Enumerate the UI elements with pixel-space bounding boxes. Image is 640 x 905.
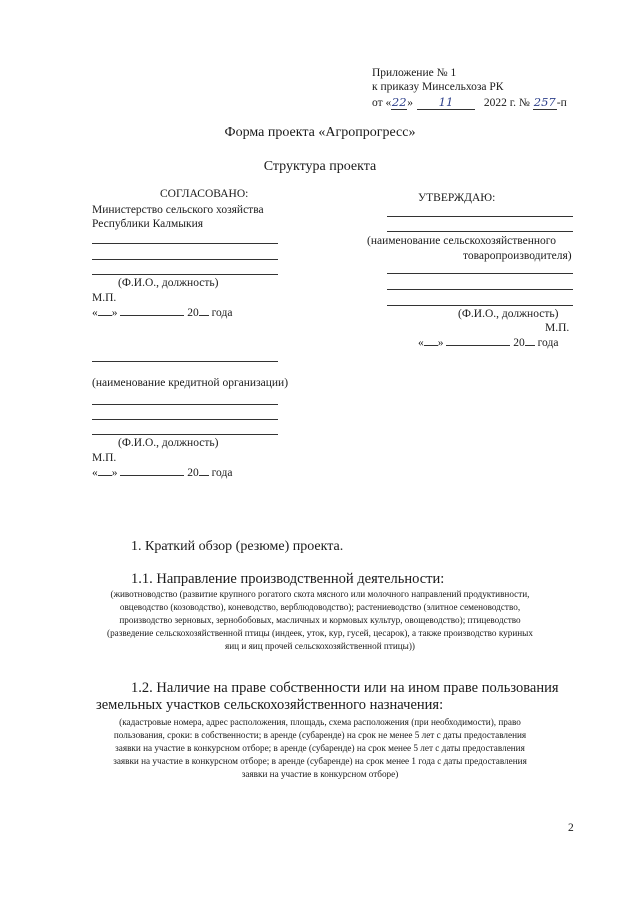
date-line-2 [92, 466, 232, 480]
page-number: 2 [568, 822, 574, 834]
note-line: заявки на участие в конкурсном отборе; в аренде (субаренде) на срок менее 5 лет с даты предоставления [115, 743, 525, 753]
year-suffix: года [211, 307, 233, 319]
blank-year [199, 475, 209, 476]
signature-line [387, 305, 573, 306]
section-1-1-note [60, 588, 580, 653]
signature-line [92, 434, 278, 435]
stamp-label-2: М.П. [92, 452, 117, 464]
quote-open: « [92, 307, 98, 319]
order-year: 2022 г. № [483, 97, 530, 109]
stamp-label: М.П. [92, 292, 117, 304]
blank-year [525, 345, 535, 346]
producer-caption-line1: (наименование сельскохозяйственного [367, 235, 556, 247]
ministry-name-line1: Министерство сельского хозяйства [92, 204, 264, 216]
blank-day [424, 345, 438, 346]
credit-org-caption: (наименование кредитной организации) [92, 377, 289, 389]
quote-close: » [437, 337, 444, 349]
quote-close: » [111, 467, 118, 479]
note-line: (кадастровые номера, адрес расположения, площадь, схема расположения (при необходимости), право [119, 717, 521, 727]
approve-heading: УТВЕРЖДАЮ: [418, 192, 496, 204]
note-line: заявки на участие в конкурсном отборе; в аренде (субаренде) на срок менее 1 года с даты предоставления [113, 756, 527, 766]
year-prefix: 20 [187, 467, 199, 479]
blank-month [120, 315, 184, 316]
form-title: Форма проекта «Агропрогресс» [224, 125, 416, 140]
section-1-2-heading-line2: земельных участков сельскохозяйственного назначения: [96, 697, 444, 713]
signature-line [387, 231, 573, 232]
signature-line [387, 216, 573, 217]
note-line: пользования, сроки: в собственности; в аренде (субаренде) на срок не менее 5 лет с даты предоставления [113, 730, 527, 740]
ministry-name-line2: Республики Калмыкия [92, 218, 204, 230]
year-suffix: года [537, 337, 559, 349]
fio-caption-2: (Ф.И.О., должность) [118, 437, 219, 449]
appendix-label: Приложение № 1 [372, 67, 457, 79]
note-line: яиц и яиц прочей сельскохозяйственной птицы)) [225, 641, 415, 651]
order-number: 257 [533, 95, 556, 109]
section-1-heading: 1. Краткий обзор (резюме) проекта. [131, 539, 344, 554]
date-line [92, 306, 232, 320]
agreed-heading: СОГЛАСОВАНО: [160, 188, 249, 200]
from-prefix: от « [372, 97, 392, 109]
date-line-right [418, 336, 558, 350]
signature-line [92, 361, 278, 362]
order-suffix: -п [556, 97, 567, 109]
producer-caption-line2: товаропроизводителя) [463, 250, 572, 262]
signature-line [92, 259, 278, 260]
signature-line [387, 273, 573, 274]
note-line: заявки на участие в конкурсном отборе) [241, 769, 399, 779]
section-1-2-heading-line1: 1.2. Наличие на праве собственности или на ином праве пользования [131, 680, 559, 696]
quote-close: » [407, 97, 413, 109]
order-month: 11 [417, 95, 475, 110]
note-line: овцеводство (козоводство), коневодство, верблюдоводство); растениеводство (элитное семеноводство, [119, 602, 521, 612]
year-prefix: 20 [187, 307, 199, 319]
order-day: 22 [391, 95, 407, 109]
blank-day [98, 475, 112, 476]
signature-line [92, 274, 278, 275]
stamp-label-right: М.П. [545, 322, 570, 334]
quote-open: « [418, 337, 424, 349]
note-line: (разведение сельскохозяйственной птицы (индеек, уток, кур, гусей, цесарок), а также производство куриных [107, 628, 533, 638]
signature-line [92, 419, 278, 420]
fio-caption: (Ф.И.О., должность) [118, 277, 219, 289]
year-prefix: 20 [513, 337, 525, 349]
form-subtitle: Структура проекта [263, 159, 377, 174]
note-line: производство зерновых, зернобобовых, масличных и кормовых культур, овощеводство); птицеводство [119, 615, 521, 625]
year-suffix: года [211, 467, 233, 479]
signature-line [387, 289, 573, 290]
order-date-line [372, 95, 567, 110]
signature-line [92, 404, 278, 405]
section-1-2-note [60, 716, 580, 781]
blank-month [120, 475, 184, 476]
blank-year [199, 315, 209, 316]
quote-close: » [111, 307, 118, 319]
fio-caption-right: (Ф.И.О., должность) [458, 308, 559, 320]
section-1-1-heading: 1.1. Направление производственной деятельности: [131, 571, 445, 587]
signature-line [92, 243, 278, 244]
quote-open: « [92, 467, 98, 479]
blank-month [446, 345, 510, 346]
note-line: (животноводство (развитие крупного рогатого скота мясного или молочного направлений продуктивности, [110, 589, 530, 599]
blank-day [98, 315, 112, 316]
order-label: к приказу Минсельхоза РК [372, 81, 504, 93]
